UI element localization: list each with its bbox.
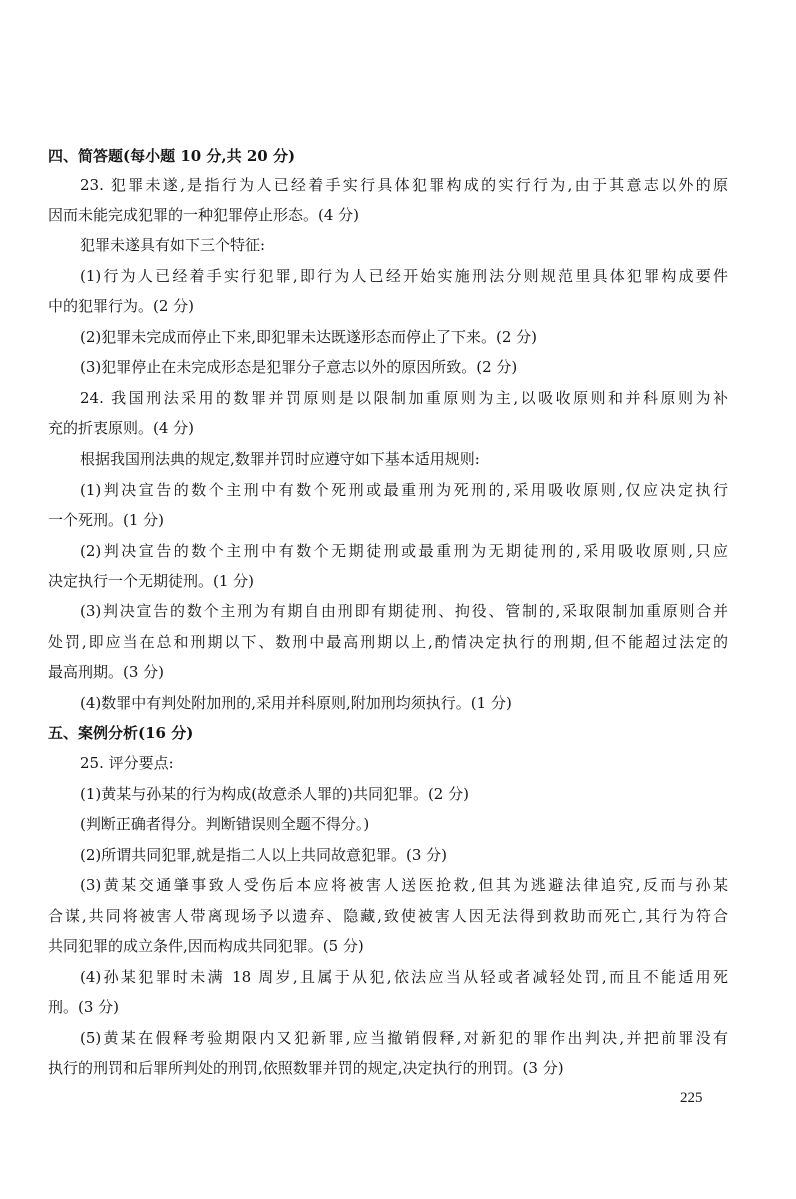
q25-point-3-line-1: (3)黄某交通肇事致人受伤后本应将被害人送医抢救,但其为逃避法律追究,反而与孙某 <box>80 876 728 894</box>
q23-feature-1-line-1: (1)行为人已经着手实行犯罪,即行为人已经开始实施刑法分则规范里具体犯罪构成要件 <box>80 267 728 285</box>
q24-rule-1-line-1: (1)判决宣告的数个主刑中有数个死刑或最重刑为死刑的,采用吸收原则,仅应决定执行 <box>80 481 728 499</box>
q25-point-4-line-2: 刑。(3 分) <box>48 998 120 1016</box>
q24-rule-1-line-2: 一个死刑。(1 分) <box>48 511 165 529</box>
q25-point-2: (2)所谓共同犯罪,就是指二人以上共同故意犯罪。(3 分) <box>80 846 448 864</box>
q23-feature-2: (2)犯罪未完成而停止下来,即犯罪未达既遂形态而停止了下来。(2 分) <box>80 328 538 346</box>
q24-rule-3-line-1: (3)判决宣告的数个主刑为有期自由刑即有期徒刑、拘役、管制的,采取限制加重原则合并 <box>80 602 728 620</box>
q24-rule-3-line-2: 处罚,即应当在总和刑期以下、数刑中最高刑期以上,酌情决定执行的刑期,但不能超过法定的 <box>48 633 728 651</box>
q25-point-1-note: (判断正确者得分。判断错误则全题不得分。) <box>80 815 370 833</box>
q25-intro: 25. 评分要点: <box>80 754 174 772</box>
section-heading-short-answer: 四、简答题(每小题 10 分,共 20 分) <box>48 147 296 165</box>
page-number: 225 <box>680 1090 703 1106</box>
q25-point-5-line-1: (5)黄某在假释考验期限内又犯新罪,应当撤销假释,对新犯的罪作出判决,并把前罪没有 <box>80 1029 728 1047</box>
q24-rules-intro: 根据我国刑法典的规定,数罪并罚时应遵守如下基本适用规则: <box>80 450 480 468</box>
q23-feature-1-line-2: 中的犯罪行为。(2 分) <box>48 297 195 315</box>
q25-point-3-line-3: 共同犯罪的成立条件,因而构成共同犯罪。(5 分) <box>48 937 364 955</box>
q24-rule-3-line-3: 最高刑期。(3 分) <box>48 663 165 681</box>
q25-point-5-line-2: 执行的刑罚和后罪所判处的刑罚,依照数罪并罚的规定,决定执行的刑罚。(3 分) <box>48 1059 564 1077</box>
q24-rule-2-line-2: 决定执行一个无期徒刑。(1 分) <box>48 572 255 590</box>
q23-features-intro: 犯罪未遂具有如下三个特征: <box>80 236 266 254</box>
q24-answer-line-2: 充的折衷原则。(4 分) <box>48 419 195 437</box>
q24-answer-line-1: 24. 我国刑法采用的数罪并罚原则是以限制加重原则为主,以吸收原则和并科原则为补 <box>80 389 728 407</box>
q25-point-4-line-1: (4)孙某犯罪时未满 18 周岁,且属于从犯,依法应当从轻或者减轻处罚,而且不能适用死 <box>80 968 728 986</box>
q24-rule-4: (4)数罪中有判处附加刑的,采用并科原则,附加刑均须执行。(1 分) <box>80 694 512 712</box>
q24-rule-2-line-1: (2)判决宣告的数个主刑中有数个无期徒刑或最重刑为无期徒刑的,采用吸收原则,只应 <box>80 542 728 560</box>
section-heading-case-analysis: 五、案例分析(16 分) <box>48 724 194 742</box>
q23-answer-line-2: 因而未能完成犯罪的一种犯罪停止形态。(4 分) <box>48 206 360 224</box>
q23-feature-3: (3)犯罪停止在未完成形态是犯罪分子意志以外的原因所致。(2 分) <box>80 358 518 376</box>
q25-point-1: (1)黄某与孙某的行为构成(故意杀人罪的)共同犯罪。(2 分) <box>80 785 469 803</box>
q23-answer-line-1: 23. 犯罪未遂,是指行为人已经着手实行具体犯罪构成的实行行为,由于其意志以外的原 <box>80 176 728 194</box>
q25-point-3-line-2: 合谋,共同将被害人带离现场予以遗弃、隐藏,致使被害人因无法得到救助而死亡,其行为符合 <box>48 907 728 925</box>
